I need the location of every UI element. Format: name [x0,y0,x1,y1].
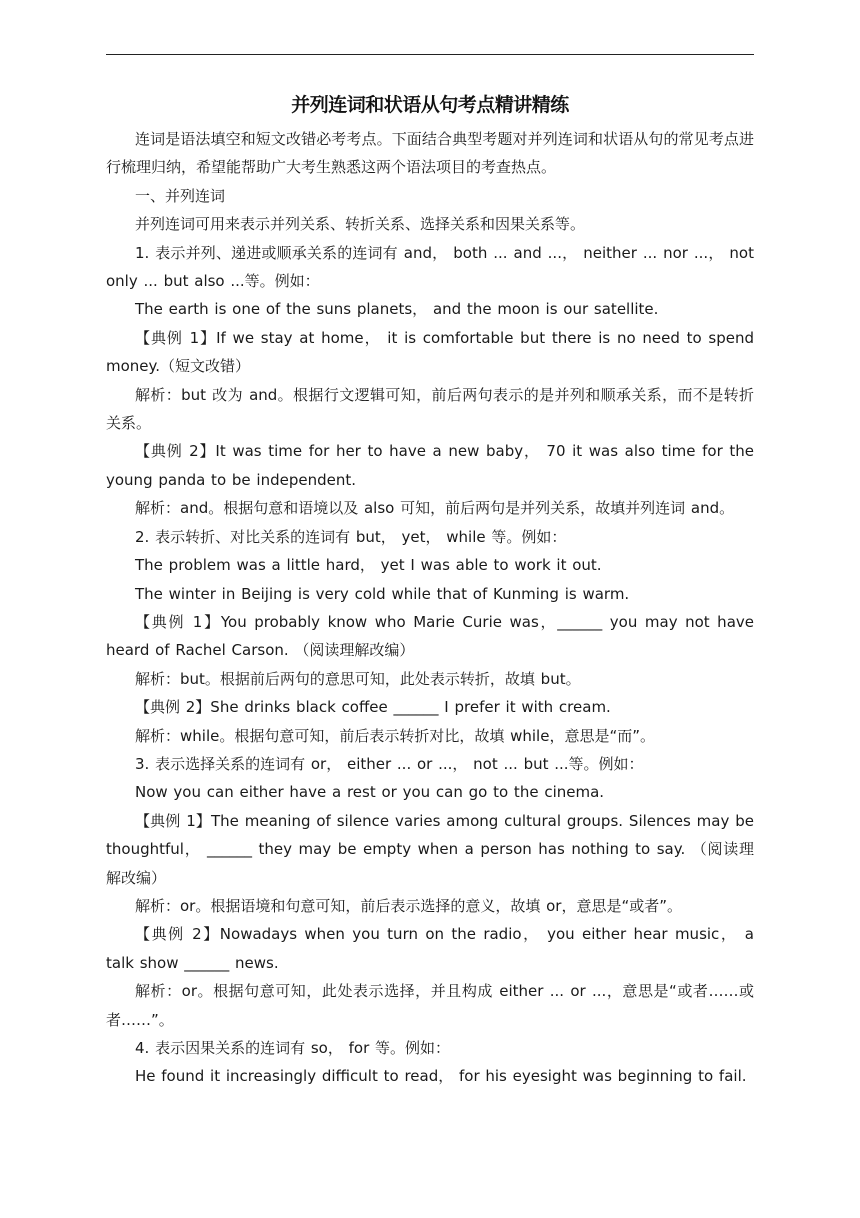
section-heading: 一、并列连词 [135,186,226,205]
example-question: 【典例 2】It was time for her to have a new baby， 70 it was also time for the young panda to be independent. [106,442,754,489]
example-question: 【典例 2】Nowadays when you turn on the radio， you either hear music， a talk show ______ news. [106,925,754,972]
example-sentence: Now you can either have a rest or you can go to the cinema. [135,783,605,802]
analysis: 解析：or。根据语境和句意可知，前后表示选择的意义，故填 or，意思是“或者”。 [135,896,683,915]
example-sentence: The winter in Beijing is very cold while that of Kunming is warm. [135,584,630,603]
example-question: 【典例 1】You probably know who Marie Curie was，______ you may not have heard of Rachel Carson. （阅读理解改编） [106,612,754,660]
analysis: 解析：but 改为 and。根据行文逻辑可知，前后两句表示的是并列和顺承关系，而不是转折关系。 [106,385,754,433]
example-sentence: The earth is one of the suns planets， and the moon is our satellite. [135,300,659,319]
example-sentence: The problem was a little hard， yet I was able to work it out. [135,556,602,575]
page-title: 并列连词和状语从句考点精讲精练 [291,94,569,116]
analysis: 解析：while。根据句意可知，前后表示转折对比，故填 while，意思是“而”。 [135,726,655,745]
analysis: 解析：but。根据前后两句的意思可知，此处表示转折，故填 but。 [135,669,581,688]
analysis: 解析：and。根据句意和语境以及 also 可知，前后两句是并列关系，故填并列连词 and。 [135,499,735,518]
example-sentence: He found it increasingly difficult to read， for his eyesight was beginning to fail. [135,1067,747,1086]
analysis: 解析：or。根据句意可知，此处表示选择，并且构成 either ... or ...，意思是“或者……或者……”。 [106,982,754,1029]
intro-paragraph: 连词是语法填空和短文改错必考考点。下面结合典型考题对并列连词和状语从句的常见考点进行梳理归纳，希望能帮助广大考生熟悉这两个语法项目的考查热点。 [106,130,754,177]
example-question: 【典例 1】If we stay at home， it is comfortable but there is no need to spend money.（短文改错） [106,328,754,376]
example-question: 【典例 1】The meaning of silence varies among cultural groups. Silences may be thoughtful， ______ they may be empty when a person has nothing to say. （阅读理解改编） [106,811,754,887]
header-rule [106,54,754,55]
example-question: 【典例 2】She drinks black coffee ______ I prefer it with cream. [135,698,611,717]
point-heading: 4. 表示因果关系的连词有 so， for 等。例如： [135,1039,451,1057]
point-heading: 2. 表示转折、对比关系的连词有 but， yet， while 等。例如： [135,527,567,546]
document-body [106,125,754,1091]
point-heading: 1. 表示并列、递进或顺承关系的连词有 and， both ... and ...， neither ... nor ...， not only ... but also ...等。例如： [106,243,754,291]
paragraph: 并列连词可用来表示并列关系、转折关系、选择关系和因果关系等。 [135,215,586,234]
point-heading: 3. 表示选择关系的连词有 or， either ... or ...， not ... but ...等。例如： [135,754,644,773]
